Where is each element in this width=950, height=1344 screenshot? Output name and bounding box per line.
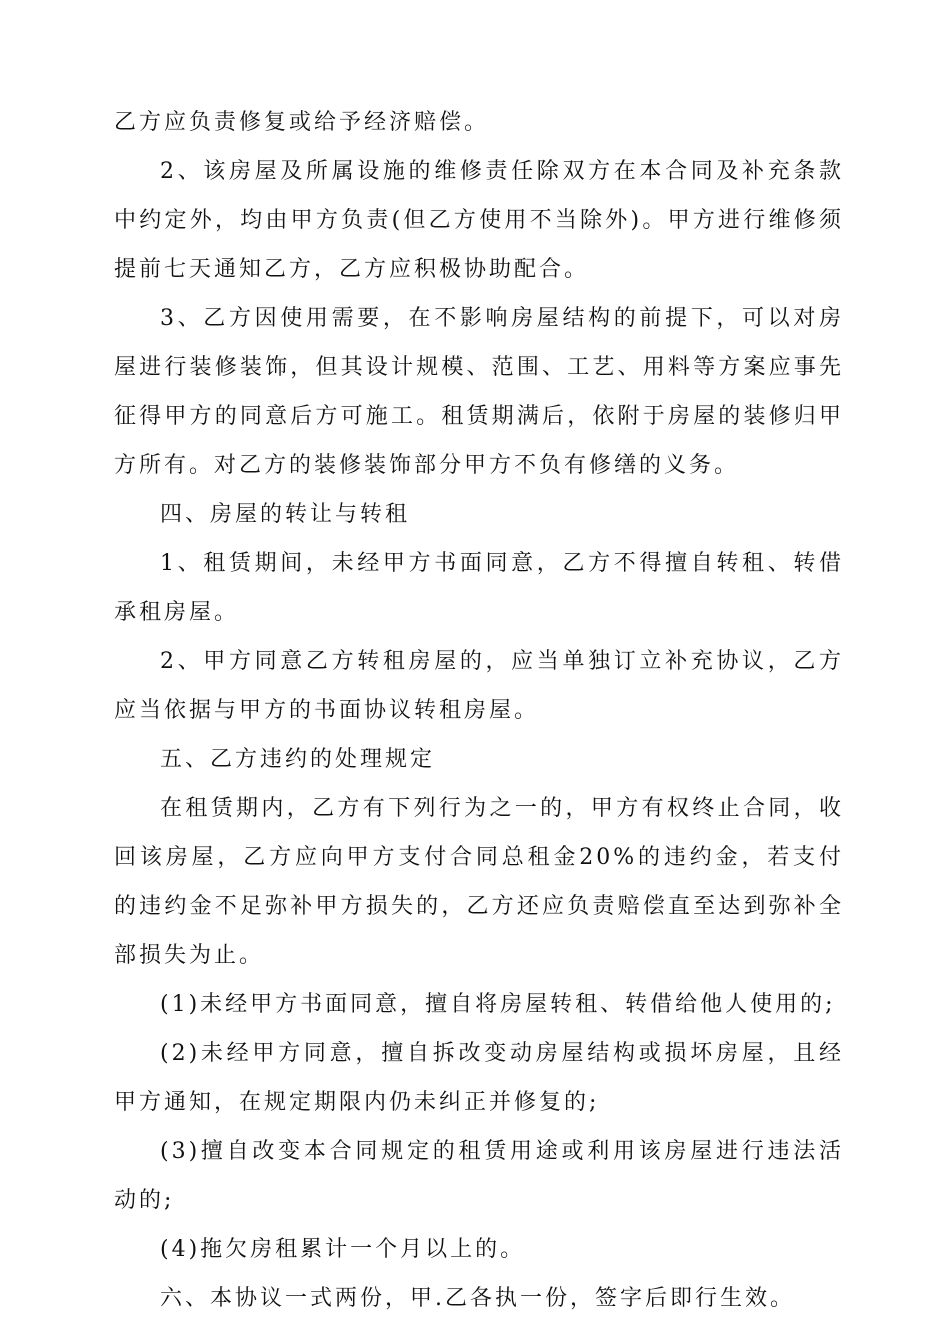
paragraph-clause-4-2: 2、甲方同意乙方转租房屋的，应当单独订立补充协议，乙方应当依据与甲方的书面协议转租房屋。 [114,649,844,723]
paragraph-clause-3-2: 2、该房屋及所属设施的维修责任除双方在本合同及补充条款中约定外，均由甲方负责(但乙方使用不当除外)。甲方进行维修须提前七天通知乙方，乙方应积极协助配合。 [114,159,844,282]
paragraph-clause-4-1: 1、租赁期间，未经甲方书面同意，乙方不得擅自转租、转借承租房屋。 [114,551,844,625]
section-heading-5: 五、乙方违约的处理规定 [160,747,436,772]
section-heading-4: 四、房屋的转让与转租 [160,502,411,527]
contract-body [114,98,844,1323]
paragraph-clause-5-intro: 在租赁期内，乙方有下列行为之一的，甲方有权终止合同，收回该房屋，乙方应向甲方支付合同总租金20%的违约金，若支付的违约金不足弥补甲方损失的，乙方还应负责赔偿直至达到弥补全部损失为止。 [114,796,844,968]
list-item-5-1: (1)未经甲方书面同意，擅自将房屋转租、转借给他人使用的; [160,992,836,1017]
section-heading-6: 六、本协议一式两份，甲.乙各执一份，签字后即行生效。 [160,1286,795,1311]
list-item-5-3: (3)擅自改变本合同规定的租赁用途或利用该房屋进行违法活动的; [114,1139,844,1213]
list-item-5-2: (2)未经甲方同意，擅自拆改变动房屋结构或损坏房屋，且经甲方通知，在规定期限内仍未纠正并修复的; [114,1041,844,1115]
paragraph-clause-3-3: 3、乙方因使用需要，在不影响房屋结构的前提下，可以对房屋进行装修装饰，但其设计规模、范围、工艺、用料等方案应事先征得甲方的同意后方可施工。租赁期满后，依附于房屋的装修归甲方所有。对乙方的装修装饰部分甲方不负有修缮的义务。 [114,306,844,478]
paragraph-continuation: 乙方应负责修复或给予经济赔偿。 [114,110,490,135]
list-item-5-4: (4)拖欠房租累计一个月以上的。 [160,1237,526,1262]
